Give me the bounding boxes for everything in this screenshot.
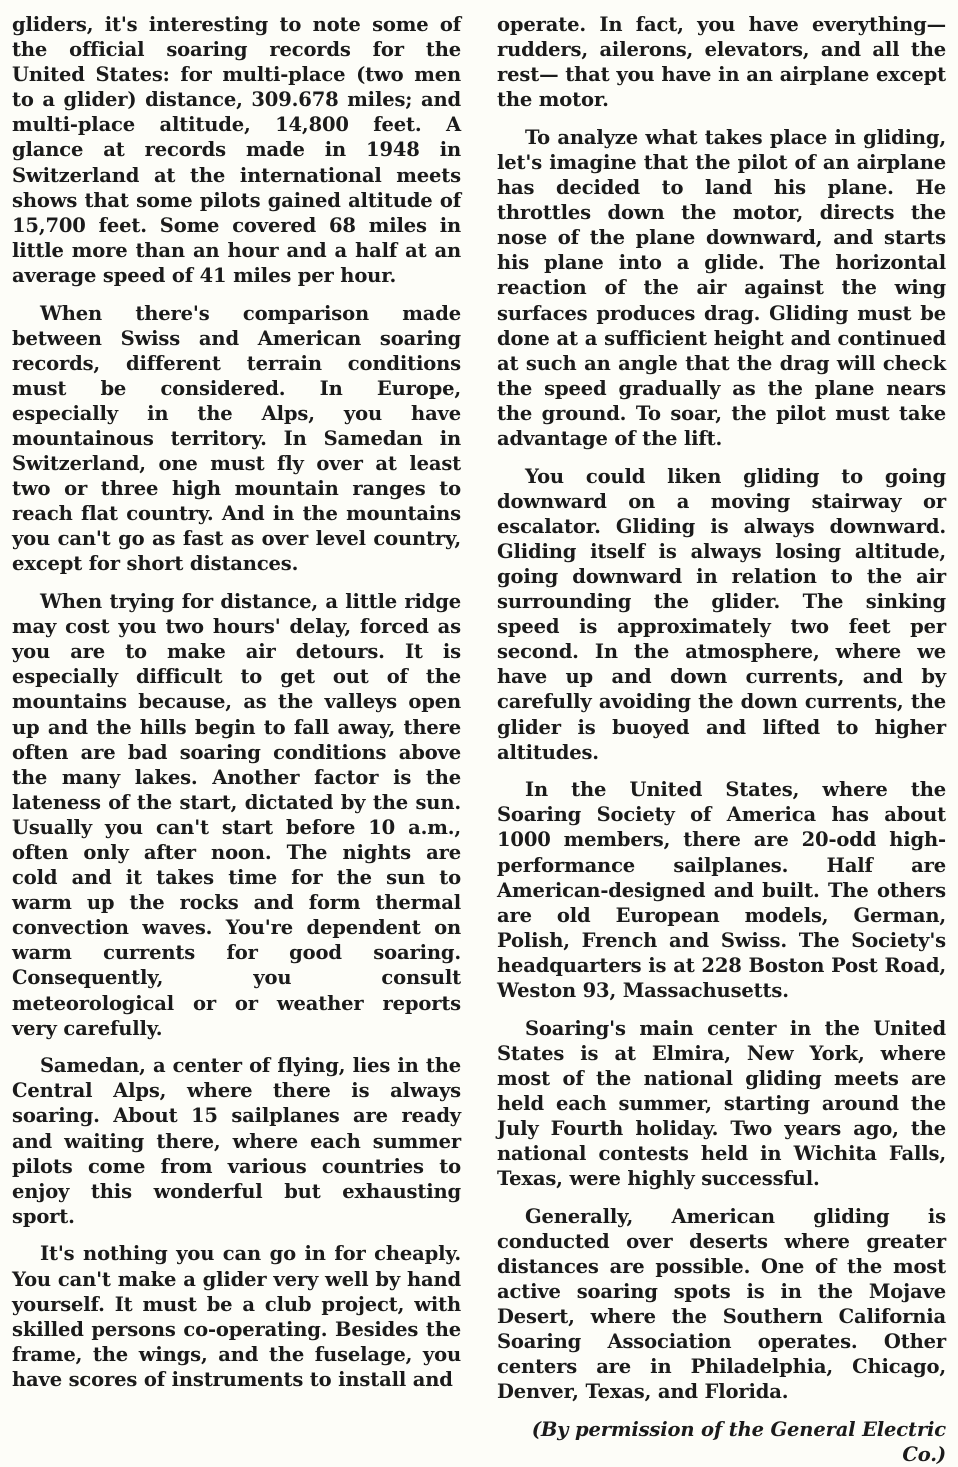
paragraph: In the United States, where the Soaring Society of America has about 1000 members, there are 20-odd high-performance sailplanes. Half are American-designed and built. The others are old European models, German, Polish, French and Swiss. The Society's headquarters is at 228 Boston Post Road, Weston 93, Massachusetts. bbox=[497, 778, 946, 1002]
paragraph: You could liken gliding to going downward on a moving stairway or escalator. Gliding is always downward. Gliding itself is always losing altitude, going downward in relation to the air surrounding the glider. The sinking speed is approximately two feet per second. In the atmosphere, where we have up and down currents, and by carefully avoiding the down currents, the glider is buoyed and lifted to higher altitudes. bbox=[497, 464, 946, 764]
paragraph: When trying for distance, a little ridge may cost you two hours' delay, forced as you are to make air detours. It is especially difficult to get out of the mountains because, as the valleys open up and the hills begin to fall away, there often are bad soaring conditions above the many lakes. Another factor is the lateness of the start, dictated by the sun. Usually you can't start before 10 a.m., often only after noon. The nights are cold and it takes time for the sun to warm up the rocks and form thermal convection waves. You're dependent on warm currents for good soaring. Consequently, you consult meteorological or or weather reports very carefully. bbox=[12, 590, 461, 1040]
paragraph: When there's comparison made between Swiss and American soaring records, different terrain conditions must be considered. In Europe, especially in the Alps, you have mountainous territory. In Samedan in Switzerland, one must fly over at least two or three high mountain ranges to reach flat country. And in the mountains you can't go as fast as over level country, except for short distances. bbox=[12, 301, 461, 576]
paragraph: To analyze what takes place in gliding, let's imagine that the pilot of an airplane has decided to land his plane. He throttles down the motor, directs the nose of the plane downward, and starts his plane into a glide. The horizontal reaction of the air against the wing surfaces produces drag. Gliding must be done at a sufficient height and continued at such an angle that the drag will check the speed gradually as the plane nears the ground. To soar, the pilot must take advantage of the lift. bbox=[497, 125, 946, 450]
left-column bbox=[12, 12, 461, 1391]
paragraph: operate. In fact, you have everything— rudders, ailerons, elevators, and all the rest— that you have in an airplane except the motor. bbox=[497, 13, 946, 112]
paragraph: gliders, it's interesting to note some of the official soaring records for the United States: for multi-place (two men to a glider) distance, 309.678 miles; and multi-place altitude, 14,800 feet. A glance at records made in 1948 in Switzerland at the international meets shows that some pilots gained altitude of 15,700 feet. Some covered 68 miles in little more than an hour and a half at an average speed of 41 miles per hour. bbox=[12, 13, 461, 287]
paragraph: Generally, American gliding is conducted over deserts where greater distances are possible. One of the most active soaring spots is in the Mojave Desert, where the Southern California Soaring Association operates. Other centers are in Philadelphia, Chicago, Denver, Texas, and Florida. bbox=[497, 1204, 946, 1404]
credit-line: (By permission of the General Electric Co.) bbox=[531, 1417, 946, 1467]
paragraph: It's nothing you can go in for cheaply. You can't make a glider very well by hand yourself. It must be a club project, with skilled persons co-operating. Besides the frame, the wings, and the fuselage, you have scores of instruments to install and bbox=[12, 1242, 461, 1391]
paragraph: Samedan, a center of flying, lies in the Central Alps, where there is always soaring. About 15 sailplanes are ready and waiting there, where each summer pilots come from various countries to enjoy this wonderful but exhausting sport. bbox=[12, 1054, 461, 1228]
paragraph: Soaring's main center in the United States is at Elmira, New York, where most of the national gliding meets are held each summer, starting around the July Fourth holiday. Two years ago, the national contests held in Wichita Falls, Texas, were highly successful. bbox=[497, 1016, 946, 1191]
right-column bbox=[497, 12, 946, 1467]
